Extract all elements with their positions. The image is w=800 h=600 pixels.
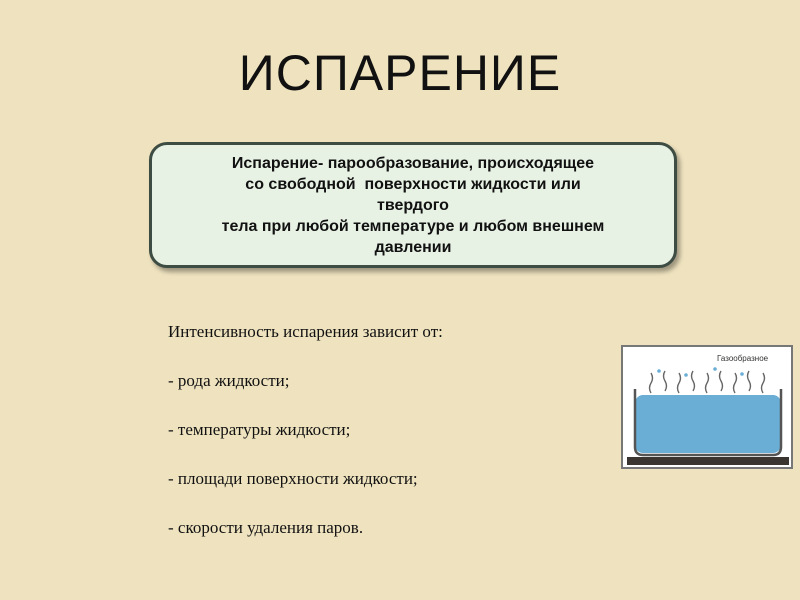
droplet [684, 373, 688, 377]
factors-list [168, 322, 588, 542]
vapor-wisps [650, 371, 765, 393]
factor-item: - скорости удаления паров. [168, 518, 364, 537]
container-base [627, 457, 789, 465]
vapor-wisp [720, 371, 723, 391]
droplet [713, 367, 717, 371]
definition-line: тела при любой температуре и любом внешнем [221, 217, 605, 235]
evaporation-diagram [623, 347, 791, 467]
vapor-wisp [706, 373, 709, 393]
factor-item: - рода жидкости; [168, 371, 290, 390]
vapor-wisp [692, 371, 695, 391]
definition-line: твердого [377, 196, 449, 214]
vapor-droplets [657, 367, 744, 377]
definition-line: Испарение- парообразование, происходящее [231, 154, 595, 172]
water-body [635, 395, 781, 453]
vapor-wisp [664, 371, 667, 391]
definition-line: давлении [374, 238, 452, 256]
factors-heading: Интенсивность испарения зависит от: [168, 322, 443, 341]
vapor-wisp [734, 373, 737, 393]
factor-item: - площади поверхности жидкости; [168, 469, 418, 488]
factor-item: - температуры жидкости; [168, 420, 351, 439]
definition-line: со свободной поверхности жидкости или [245, 175, 581, 193]
vapor-wisp [650, 373, 653, 393]
slide-title: ИСПАРЕНИЕ [238, 45, 562, 101]
droplet [740, 372, 744, 376]
droplet [657, 369, 661, 373]
evaporation-illustration [621, 345, 793, 469]
vapor-wisp [678, 373, 681, 393]
gas-label: Газообразное [717, 354, 769, 363]
vapor-wisp [748, 371, 751, 391]
definition-box [149, 142, 677, 268]
vapor-wisp [762, 373, 765, 393]
